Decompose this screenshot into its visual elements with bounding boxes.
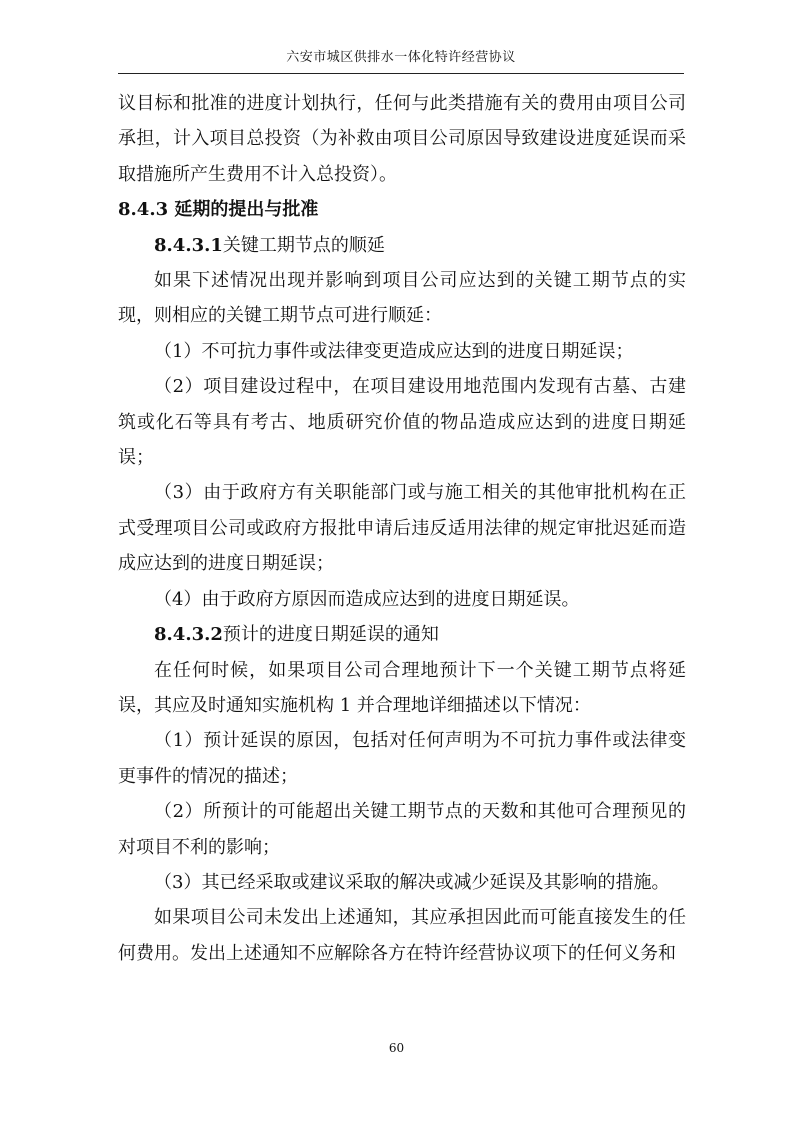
section-title: 关键工期节点的顺延 xyxy=(222,234,385,256)
paragraph-intro-2: 在任何时候，如果项目公司合理地预计下一个关键工期节点将延误，其应及时通知实施机构 1 并合理地详细描述以下情况： xyxy=(118,659,686,716)
list-item: （4）由于政府方原因而造成应达到的进度日期延误。 xyxy=(154,588,580,610)
section-number: 8.4.3.1 xyxy=(154,234,223,256)
list-item: （2）项目建设过程中，在项目建设用地范围内发现有古墓、古建筑或化石等具有考古、地质研究价值的物品造成应达到的进度日期延误； xyxy=(118,376,686,469)
paragraph-intro-1: 如果下述情况出现并影响到项目公司应达到的关键工期节点的实现，则相应的关键工期节点可进行顺延： xyxy=(118,270,686,327)
paragraph-continuation: 议目标和批准的进度计划执行，任何与此类措施有关的费用由项目公司承担，计入项目总投资（为补救由项目公司原因导致建设进度延误而采取措施所产生费用不计入总投资）。 xyxy=(118,93,686,185)
header-divider xyxy=(118,73,684,74)
section-heading-8-4-3-2 xyxy=(118,617,686,652)
list-item: （1）预计延误的原因，包括对任何声明为不可抗力事件或法律变更事件的情况的描述； xyxy=(118,730,686,787)
section-heading-8-4-3-1 xyxy=(118,228,686,263)
document-body xyxy=(118,86,686,971)
running-header: 六安市城区供排水一体化特许经营协议 xyxy=(286,50,516,65)
page-number: 60 xyxy=(388,1041,405,1055)
list-item: （3）其已经采取或建议采取的解决或减少延误及其影响的措施。 xyxy=(154,871,670,893)
section-heading-8-4-3: 8.4.3 延期的提出与批准 xyxy=(118,199,319,221)
paragraph-final: 如果项目公司未发出上述通知，其应承担因此而可能直接发生的任何费用。发出上述通知不应解除各方在特许经营协议项下的任何义务和 xyxy=(118,907,686,964)
list-item: （2）所预计的可能超出关键工期节点的天数和其他可合理预见的对项目不利的影响； xyxy=(118,801,686,858)
list-item: （1）不可抗力事件或法律变更造成应达到的进度日期延误； xyxy=(154,340,634,362)
list-item: （3）由于政府方有关职能部门或与施工相关的其他审批机构在正式受理项目公司或政府方报批申请后违反适用法律的规定审批迟延而造成应达到的进度日期延误； xyxy=(118,482,686,575)
section-title: 预计的进度日期延误的通知 xyxy=(222,624,439,646)
section-number: 8.4.3.2 xyxy=(154,624,223,646)
